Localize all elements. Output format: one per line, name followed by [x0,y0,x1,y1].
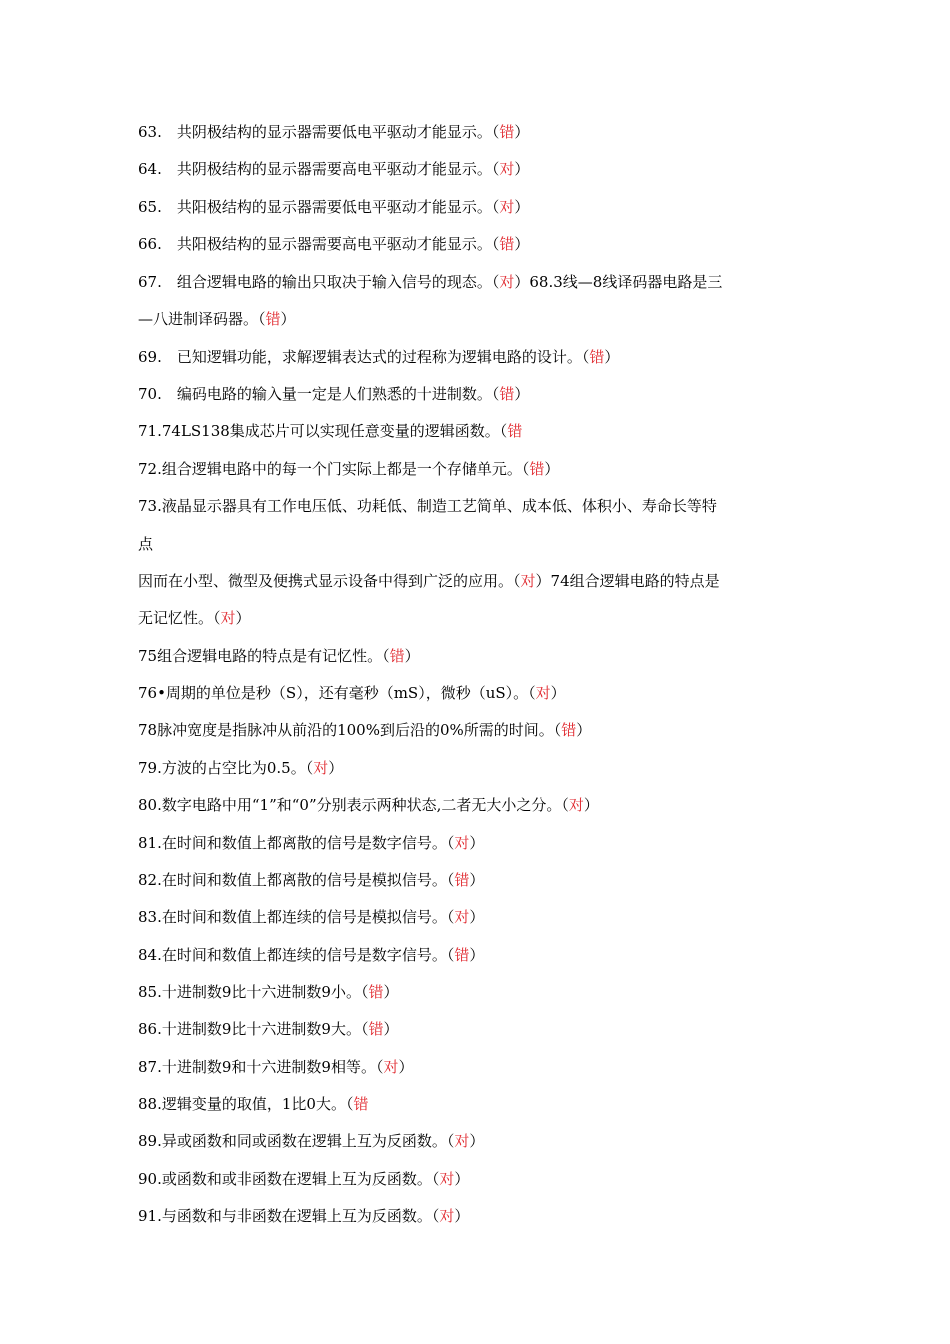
question-text-tail: ） [398,1058,414,1076]
question-line [138,1094,818,1114]
question-text: 88.逻辑变量的取值，1比0大。（ [138,1095,354,1113]
answer-mark: 错 [499,123,515,141]
question-text: 85.十进制数9比十六进制数9小。（ [138,983,369,1001]
question-text-tail: ） [583,796,599,814]
answer-mark: 对 [535,684,551,702]
question-text: 76•周期的单位是秒（S），还有毫秒（mS），微秒（uS）。（ [138,684,536,702]
question-line [138,347,818,367]
question-line [138,758,818,778]
question-line [138,496,818,516]
question-text: 81.在时间和数值上都离散的信号是数字信号。（ [138,834,455,852]
question-text-tail: ） [469,946,485,964]
question-text-tail: ） [454,1170,470,1188]
question-text-tail: ） [235,609,251,627]
question-text: 84.在时间和数值上都连续的信号是数字信号。（ [138,946,455,964]
question-text: 因而在小型、微型及便携式显示设备中得到广泛的应用。（ [138,572,521,590]
question-text-tail: ）68.3线—8线译码器电路是三 [514,273,723,291]
question-text: 69. 已知逻辑功能，求解逻辑表达式的过程称为逻辑电路的设计。（ [138,348,590,366]
question-text: 67. 组合逻辑电路的输出只取决于输入信号的现态。（ [138,273,500,291]
question-text-tail: ） [550,684,566,702]
question-text: 79.方波的占空比为0.5。（ [138,759,314,777]
question-text-tail: ） [576,721,592,739]
question-line [138,234,818,254]
answer-mark: 错 [368,983,384,1001]
question-text: 64. 共阴极结构的显示器需要高电平驱动才能显示。（ [138,160,500,178]
answer-mark: 错 [368,1020,384,1038]
question-text-tail: ） [469,834,485,852]
question-text: 65. 共阳极结构的显示器需要低电平驱动才能显示。（ [138,198,500,216]
answer-mark: 错 [389,647,405,665]
question-text-tail: ） [469,908,485,926]
question-line [138,122,818,142]
answer-mark: 对 [499,198,515,216]
answer-mark: 对 [520,572,536,590]
question-text-tail: ） [514,235,530,253]
question-text: 83.在时间和数值上都连续的信号是模拟信号。（ [138,908,455,926]
question-text-tail: ） [604,348,620,366]
question-text-tail: ） [514,123,530,141]
answer-mark: 对 [454,834,470,852]
question-line [138,571,818,591]
question-line [138,870,818,890]
question-text: 点 [138,535,154,553]
question-line [138,272,818,292]
answer-mark: 错 [265,310,281,328]
question-line [138,197,818,217]
question-text-tail: ） [328,759,344,777]
question-text: —八进制译码器。（ [138,310,266,328]
question-text-tail: ） [383,983,399,1001]
answer-mark: 错 [499,385,515,403]
question-line [138,795,818,815]
question-text: 78脉冲宽度是指脉冲从前沿的100%到后沿的0%所需的时间。（ [138,721,562,739]
question-line [138,608,818,628]
answer-mark: 错 [589,348,605,366]
question-text: 86.十进制数9比十六进制数9大。（ [138,1020,369,1038]
question-line [138,421,818,441]
question-line [138,159,818,179]
question-text-tail: ） [454,1207,470,1225]
question-line [138,1169,818,1189]
question-line [138,459,818,479]
question-text-tail: ） [469,871,485,889]
question-text: 75组合逻辑电路的特点是有记忆性。（ [138,647,390,665]
answer-mark: 对 [499,160,515,178]
question-text-tail: ） [514,160,530,178]
answer-mark: 错 [454,946,470,964]
question-text: 71.74LS138集成芯片可以实现任意变量的逻辑函数。（ [138,422,508,440]
answer-mark: 对 [568,796,584,814]
answer-mark: 对 [439,1170,455,1188]
question-text: 66. 共阳极结构的显示器需要高电平驱动才能显示。（ [138,235,500,253]
answer-mark: 对 [454,908,470,926]
question-text: 82.在时间和数值上都离散的信号是模拟信号。（ [138,871,455,889]
question-text: 87.十进制数9和十六进制数9相等。（ [138,1058,384,1076]
question-line [138,384,818,404]
question-text-tail: ） [469,1132,485,1150]
question-line [138,833,818,853]
question-line [138,1206,818,1226]
question-line [138,945,818,965]
question-text: 91.与函数和与非函数在逻辑上互为反函数。（ [138,1207,440,1225]
answer-mark: 错 [353,1095,369,1113]
answer-mark: 错 [561,721,577,739]
question-line [138,534,818,554]
answer-mark: 对 [220,609,236,627]
question-text: 63. 共阴极结构的显示器需要低电平驱动才能显示。（ [138,123,500,141]
answer-mark: 对 [499,273,515,291]
question-text: 70. 编码电路的输入量一定是人们熟悉的十进制数。（ [138,385,500,403]
answer-mark: 错 [529,460,545,478]
question-text: 89.异或函数和同或函数在逻辑上互为反函数。（ [138,1132,455,1150]
question-text-tail: ）74组合逻辑电路的特点是 [535,572,720,590]
answer-mark: 对 [439,1207,455,1225]
question-line [138,907,818,927]
question-text: 80.数字电路中用“1”和“0”分别表示两种状态,二者无大小之分。（ [138,796,569,814]
question-text-tail: ） [514,198,530,216]
answer-mark: 对 [383,1058,399,1076]
question-line [138,683,818,703]
answer-mark: 错 [507,422,523,440]
question-line [138,646,818,666]
question-text-tail: ） [544,460,560,478]
answer-mark: 对 [454,1132,470,1150]
answer-mark: 错 [454,871,470,889]
question-text: 无记忆性。（ [138,609,221,627]
answer-mark: 对 [313,759,329,777]
question-text-tail: ） [404,647,420,665]
question-text: 72.组合逻辑电路中的每一个门实际上都是一个存储单元。（ [138,460,530,478]
question-text: 73.液晶显示器具有工作电压低、功耗低、制造工艺简单、成本低、体积小、寿命长等特 [138,497,717,515]
question-text-tail: ） [280,310,296,328]
question-line [138,309,818,329]
question-line [138,720,818,740]
question-line [138,982,818,1002]
question-line [138,1057,818,1077]
question-text-tail: ） [514,385,530,403]
question-line [138,1019,818,1039]
question-text: 90.或函数和或非函数在逻辑上互为反函数。（ [138,1170,440,1188]
answer-mark: 错 [499,235,515,253]
question-line [138,1131,818,1151]
question-text-tail: ） [383,1020,399,1038]
